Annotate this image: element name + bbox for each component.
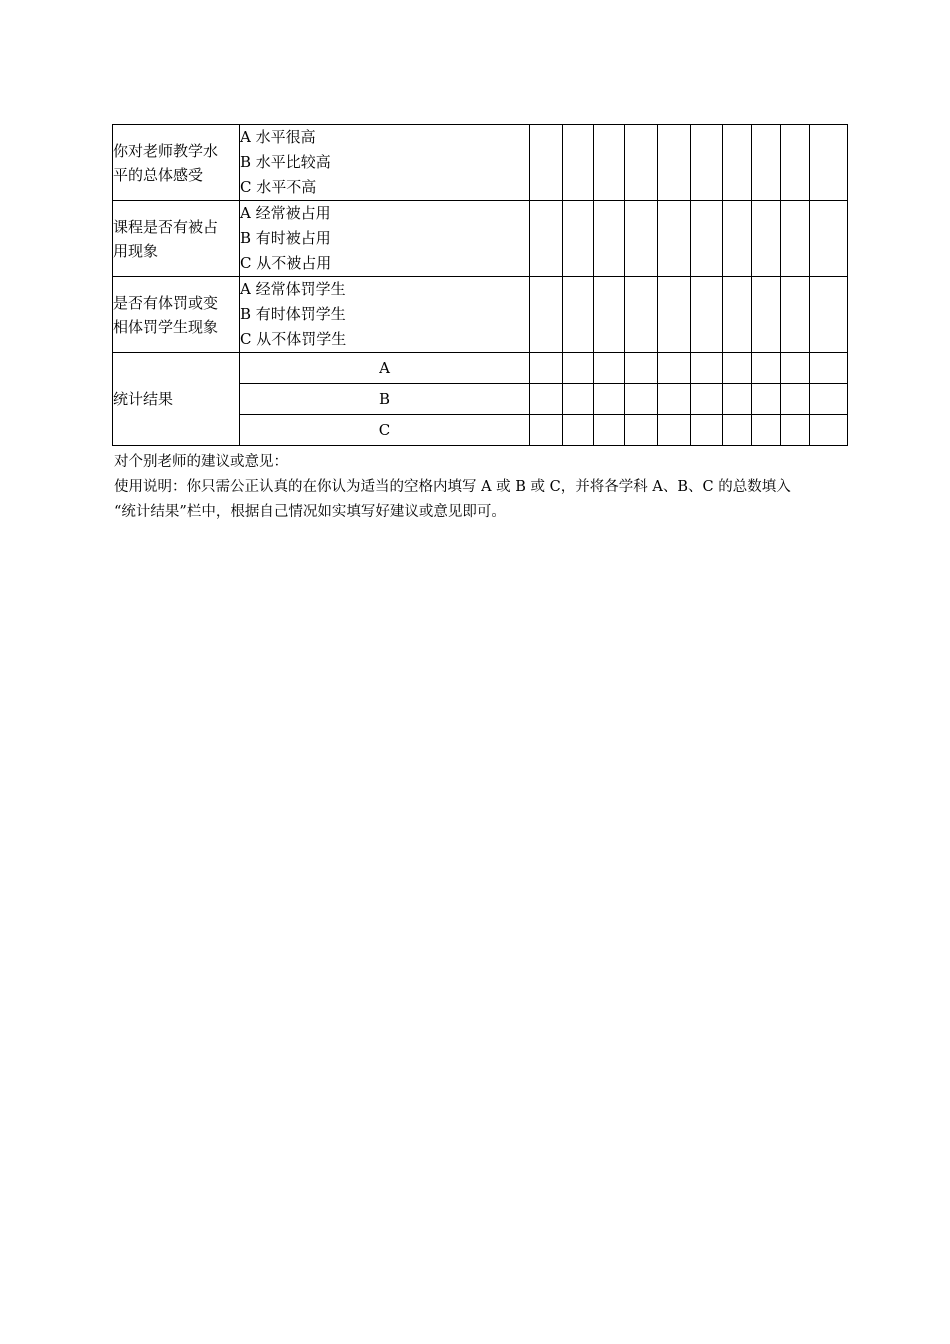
- answer-cell[interactable]: [752, 277, 781, 353]
- advice-label: 对个别老师的建议或意见：: [114, 454, 288, 470]
- question-row: [113, 201, 848, 277]
- stats-count-cell[interactable]: [658, 415, 691, 446]
- stats-count-cell[interactable]: [658, 384, 691, 415]
- stats-count-cell[interactable]: [625, 353, 658, 384]
- answer-cell[interactable]: [781, 277, 810, 353]
- notes: [114, 450, 791, 525]
- option-text: B 有时体罚学生: [240, 305, 346, 323]
- stats-label: 统计结果: [113, 353, 240, 446]
- question-row: [113, 125, 848, 201]
- stats-count-cell[interactable]: [530, 415, 563, 446]
- answer-cell[interactable]: [658, 277, 691, 353]
- option-text: B 水平比较高: [240, 153, 331, 171]
- question-text-line: 相体罚学生现象: [113, 317, 219, 336]
- answer-cell[interactable]: [781, 125, 810, 201]
- question-row: [113, 277, 848, 353]
- answer-cell[interactable]: [810, 277, 848, 353]
- option-text: C 水平不高: [240, 178, 317, 196]
- answer-cell[interactable]: [658, 201, 691, 277]
- question-cell: [113, 277, 240, 353]
- answer-cell[interactable]: [723, 125, 752, 201]
- answer-cell[interactable]: [723, 201, 752, 277]
- stats-count-cell[interactable]: [781, 384, 810, 415]
- option-text: A 水平很高: [240, 128, 316, 146]
- stats-count-cell[interactable]: [752, 415, 781, 446]
- option-text: A 经常被占用: [240, 204, 331, 222]
- stats-option-label: B: [240, 384, 530, 415]
- answer-cell[interactable]: [563, 277, 594, 353]
- answer-cell[interactable]: [530, 201, 563, 277]
- stats-count-cell[interactable]: [594, 384, 625, 415]
- stats-count-cell[interactable]: [563, 415, 594, 446]
- stats-count-cell[interactable]: [530, 384, 563, 415]
- stats-count-cell[interactable]: [691, 384, 723, 415]
- answer-cell[interactable]: [594, 125, 625, 201]
- stats-count-cell[interactable]: [625, 415, 658, 446]
- stats-count-cell[interactable]: [658, 353, 691, 384]
- stats-count-cell[interactable]: [810, 384, 848, 415]
- stats-count-cell[interactable]: [752, 353, 781, 384]
- option-text: C 从不被占用: [240, 254, 332, 272]
- answer-cell[interactable]: [752, 125, 781, 201]
- question-cell: [113, 201, 240, 277]
- answer-cell[interactable]: [658, 125, 691, 201]
- stats-count-cell[interactable]: [781, 353, 810, 384]
- stats-count-cell[interactable]: [781, 415, 810, 446]
- option-text: B 有时被占用: [240, 229, 331, 247]
- answer-cell[interactable]: [625, 201, 658, 277]
- options-cell: [240, 201, 530, 277]
- answer-cell[interactable]: [723, 277, 752, 353]
- question-text-line: 是否有体罚或变: [113, 293, 219, 312]
- options-cell: [240, 125, 530, 201]
- answer-cell[interactable]: [594, 277, 625, 353]
- stats-count-cell[interactable]: [723, 353, 752, 384]
- question-text-line: 用现象: [113, 241, 159, 260]
- answer-cell[interactable]: [691, 277, 723, 353]
- answer-cell[interactable]: [530, 125, 563, 201]
- answer-cell[interactable]: [530, 277, 563, 353]
- stats-count-cell[interactable]: [530, 353, 563, 384]
- option-text: C 从不体罚学生: [240, 330, 347, 348]
- answer-cell[interactable]: [563, 125, 594, 201]
- stats-count-cell[interactable]: [723, 384, 752, 415]
- answer-cell[interactable]: [781, 201, 810, 277]
- answer-cell[interactable]: [691, 125, 723, 201]
- usage-instructions-line-2: “统计结果”栏中，根据自己情况如实填写好建议或意见即可。: [114, 504, 506, 520]
- stats-count-cell[interactable]: [594, 415, 625, 446]
- answer-cell[interactable]: [625, 277, 658, 353]
- answer-cell[interactable]: [752, 201, 781, 277]
- stats-option-label: C: [240, 415, 530, 446]
- answer-cell[interactable]: [594, 201, 625, 277]
- question-text-line: 平的总体感受: [113, 165, 204, 184]
- answer-cell[interactable]: [810, 125, 848, 201]
- stats-option-label: A: [240, 353, 530, 384]
- stats-count-cell[interactable]: [563, 353, 594, 384]
- survey-table: [112, 124, 848, 446]
- stats-count-cell[interactable]: [723, 415, 752, 446]
- stats-count-cell[interactable]: [691, 415, 723, 446]
- usage-instructions-line-1: 使用说明：你只需公正认真的在你认为适当的空格内填写 A 或 B 或 C，并将各学科 A、B、C 的总数填入: [114, 479, 791, 495]
- answer-cell[interactable]: [691, 201, 723, 277]
- question-text-line: 你对老师教学水: [113, 141, 219, 160]
- question-cell: [113, 125, 240, 201]
- stats-row: [113, 353, 848, 384]
- answer-cell[interactable]: [810, 201, 848, 277]
- question-text-line: 课程是否有被占: [113, 217, 219, 236]
- option-text: A 经常体罚学生: [240, 280, 346, 298]
- stats-count-cell[interactable]: [810, 353, 848, 384]
- stats-count-cell[interactable]: [810, 415, 848, 446]
- options-cell: [240, 277, 530, 353]
- answer-cell[interactable]: [625, 125, 658, 201]
- stats-count-cell[interactable]: [563, 384, 594, 415]
- stats-count-cell[interactable]: [625, 384, 658, 415]
- stats-count-cell[interactable]: [752, 384, 781, 415]
- answer-cell[interactable]: [563, 201, 594, 277]
- stats-count-cell[interactable]: [594, 353, 625, 384]
- stats-count-cell[interactable]: [691, 353, 723, 384]
